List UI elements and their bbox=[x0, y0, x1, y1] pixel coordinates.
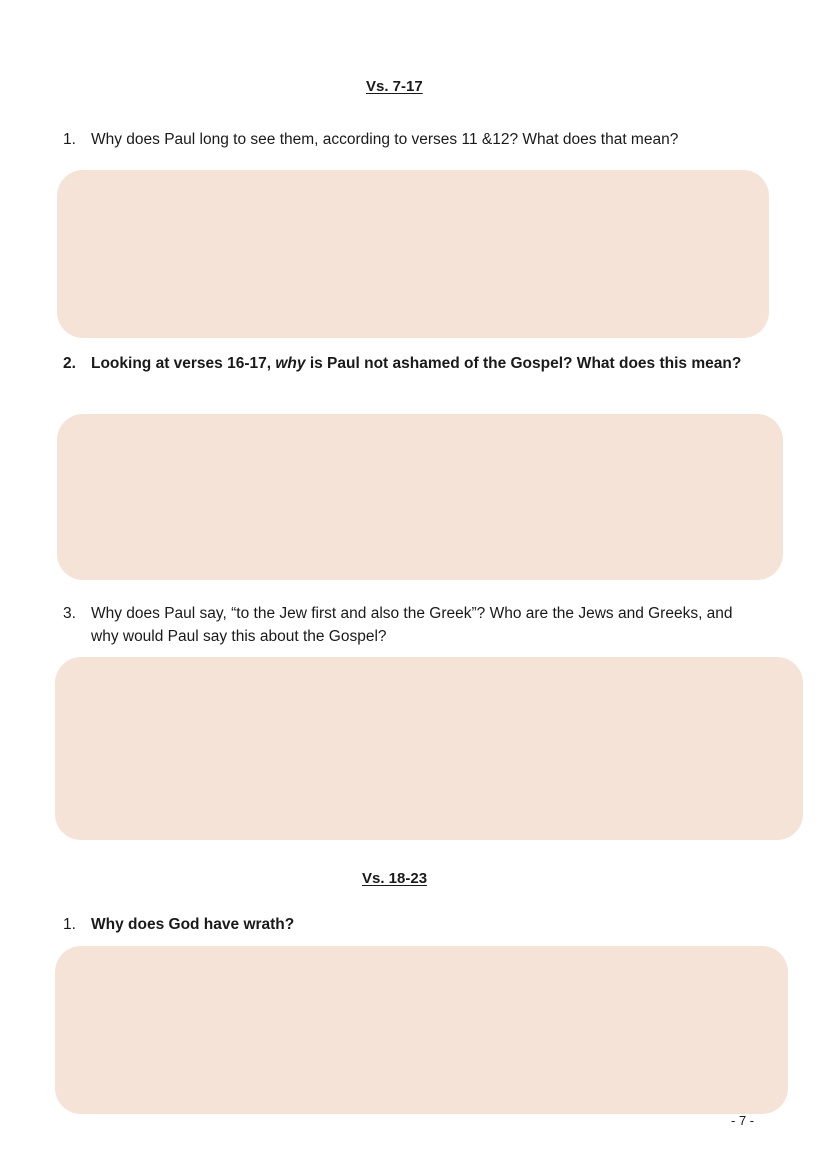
question-4 bbox=[63, 913, 763, 936]
answer-box-2[interactable] bbox=[57, 414, 783, 580]
question-number: 1. bbox=[63, 131, 76, 148]
question-text: Why does God have wrath? bbox=[91, 916, 295, 933]
question-1 bbox=[63, 128, 783, 151]
question-number: 2. bbox=[63, 355, 76, 372]
answer-box-1[interactable] bbox=[57, 170, 769, 338]
question-text: Why does Paul say, “to the Jew first and also the Greek”? Who are the Jews and Greeks, and why would Paul say this about the Gospel? bbox=[91, 605, 733, 645]
section-heading-vs-18-23: Vs. 18-23 bbox=[362, 870, 428, 887]
question-text: Why does Paul long to see them, according to verses 11 &12? What does that mean? bbox=[91, 131, 679, 148]
question-number: 1. bbox=[63, 916, 76, 933]
question-text bbox=[91, 352, 753, 375]
question-text-after: is Paul not ashamed of the Gospel? What does this mean? bbox=[305, 355, 742, 372]
answer-box-4[interactable] bbox=[55, 946, 788, 1114]
answer-box-3[interactable] bbox=[55, 657, 803, 840]
question-text-emphasis: why bbox=[275, 355, 306, 372]
question-2 bbox=[63, 352, 753, 375]
question-text-before: Looking at verses 16-17, bbox=[91, 355, 276, 372]
question-number: 3. bbox=[63, 605, 76, 622]
section-heading-vs-7-17: Vs. 7-17 bbox=[366, 78, 423, 95]
page-number: - 7 - bbox=[731, 1113, 755, 1128]
question-3 bbox=[63, 602, 763, 648]
